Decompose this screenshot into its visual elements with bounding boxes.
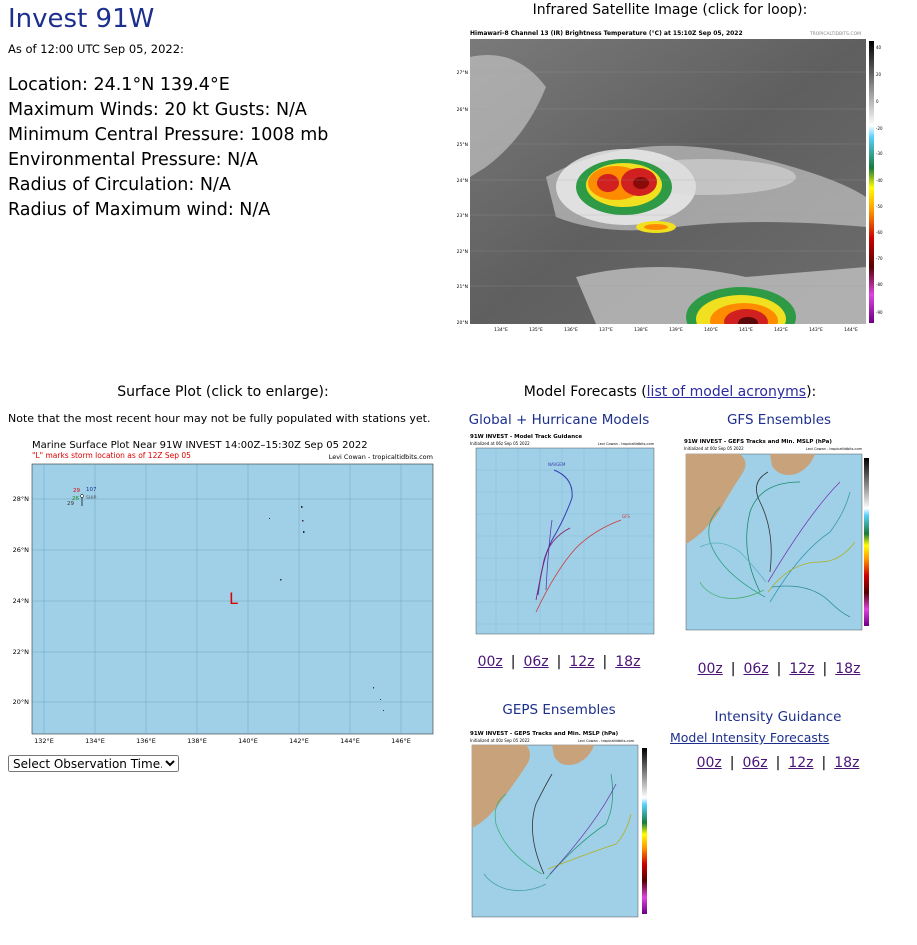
global-run-06z[interactable]: 06z	[523, 654, 549, 670]
global-image-sub: Initialized at 06z Sep 05 2022	[470, 441, 530, 446]
gfs-ensembles-image[interactable]	[680, 432, 882, 632]
global-models-label: Global + Hurricane Models	[468, 412, 650, 428]
sat-lon-label: 143°E	[809, 328, 823, 333]
as-of-timestamp: As of 12:00 UTC Sep 05, 2022:	[8, 42, 184, 56]
ir-scale-label: 40	[876, 45, 882, 50]
observation-time-select[interactable]	[8, 755, 179, 772]
ir-scale-label: -60	[876, 230, 883, 235]
station-code: SHIP	[86, 496, 97, 501]
station-visibility: 29	[67, 501, 74, 507]
model-heading-suffix: ):	[806, 384, 817, 400]
surface-lon-label: 142°E	[289, 737, 309, 745]
surface-note: Note that the most recent hour may not be fully populated with stations yet.	[8, 412, 431, 425]
ir-scale-label: -20	[876, 126, 883, 131]
intensity-run-18z[interactable]: 18z	[834, 755, 860, 771]
sat-lon-label: 144°E	[844, 328, 858, 333]
sat-lat-label: 22°N	[456, 250, 468, 255]
ir-scale-label: 20	[876, 72, 882, 77]
surface-lat-label: 22°N	[12, 648, 29, 656]
gfs-run-18z[interactable]: 18z	[835, 661, 861, 677]
surface-lat-label: 26°N	[12, 546, 29, 554]
stat-min-pressure: Minimum Central Pressure: 1008 mb	[8, 125, 329, 145]
intensity-guidance-label: Intensity Guidance	[714, 709, 842, 725]
satellite-caption: Infrared Satellite Image (click for loop):	[532, 2, 808, 18]
ir-scale-label: -80	[876, 282, 883, 287]
surface-lat-label: 28°N	[12, 495, 29, 503]
stat-max-winds: Maximum Winds: 20 kt Gusts: N/A	[8, 100, 307, 120]
satellite-credit: TROPICALTIDBITS.COM	[809, 32, 861, 37]
global-run-links: 00z | 06z | 12z | 18z	[477, 654, 641, 670]
geps-ensembles-image[interactable]	[466, 724, 662, 920]
satellite-image-title: Himawari-8 Channel 13 (IR) Brightness Temperature (°C) at 15:10Z Sep 05, 2022	[470, 30, 743, 37]
ir-colorbar	[869, 41, 874, 323]
gfs-run-links: 00z | 06z | 12z | 18z	[697, 661, 861, 677]
global-run-18z[interactable]: 18z	[615, 654, 641, 670]
ir-scale-label: -30	[876, 151, 883, 156]
sat-lat-label: 23°N	[456, 214, 468, 219]
gfs-run-06z[interactable]: 06z	[743, 661, 769, 677]
surface-lon-label: 144°E	[340, 737, 360, 745]
surface-lon-label: 132°E	[34, 737, 54, 745]
global-run-00z[interactable]: 00z	[477, 654, 503, 670]
sat-lat-label: 21°N	[456, 285, 468, 290]
ir-scale-label: 0	[876, 99, 879, 104]
surface-lon-label: 136°E	[136, 737, 156, 745]
geps-image-sub: Initialized at 00z Sep 05 2022	[470, 738, 530, 743]
ir-scale-label: -70	[876, 256, 883, 261]
sat-lon-label: 141°E	[739, 328, 753, 333]
intensity-run-12z[interactable]: 12z	[788, 755, 814, 771]
surface-lon-label: 138°E	[187, 737, 207, 745]
stat-location: Location: 24.1°N 139.4°E	[8, 75, 230, 95]
surface-plot-title: Marine Surface Plot Near 91W INVEST 14:00Z–15:30Z Sep 05 2022	[32, 440, 368, 451]
surface-plot-subtitle: "L" marks storm location as of 12Z Sep 05	[32, 451, 191, 460]
model-heading-prefix: Model Forecasts (	[523, 384, 647, 400]
satellite-image[interactable]	[456, 27, 884, 333]
sat-lat-label: 27°N	[456, 71, 468, 76]
global-run-12z[interactable]: 12z	[569, 654, 595, 670]
gfs-run-12z[interactable]: 12z	[789, 661, 815, 677]
surface-lon-label: 140°E	[238, 737, 258, 745]
geps-image-title: 91W INVEST - GEPS Tracks and Min. MSLP (hPa)	[470, 731, 619, 737]
global-image-credit: Levi Cowan - tropicaltidbits.com	[597, 442, 654, 446]
sat-lat-label: 25°N	[456, 143, 468, 148]
surface-lon-label: 146°E	[391, 737, 411, 745]
ir-scale-label: -50	[876, 204, 883, 209]
geps-ensembles-graphic	[466, 724, 662, 920]
storm-location-marker: L	[229, 589, 238, 608]
sat-lon-label: 139°E	[669, 328, 683, 333]
global-models-graphic	[466, 430, 658, 642]
stat-env-pressure: Environmental Pressure: N/A	[8, 150, 259, 170]
intensity-run-links: 00z | 06z | 12z | 18z	[696, 755, 860, 771]
station-pressure: 107	[86, 487, 97, 493]
global-image-title: 91W INVEST - Model Track Guidance	[470, 434, 583, 440]
gfs-image-sub: Initialized at 00z Sep 05 2022	[684, 446, 744, 451]
stat-radius-max-wind: Radius of Maximum wind: N/A	[8, 200, 271, 220]
track-label-gfs: GFS	[622, 514, 630, 519]
gfs-image-title: 91W INVEST - GEFS Tracks and Min. MSLP (hPa)	[684, 439, 832, 445]
model-acronyms-link[interactable]: list of model acronyms	[646, 384, 807, 400]
gfs-ensembles-label: GFS Ensembles	[726, 412, 832, 428]
surface-lat-label: 24°N	[12, 597, 29, 605]
surface-plot-image[interactable]	[8, 436, 438, 748]
sat-lat-label: 26°N	[456, 108, 468, 113]
surface-lat-label: 20°N	[12, 698, 29, 706]
sat-lon-label: 135°E	[529, 328, 543, 333]
global-models-image[interactable]	[466, 430, 658, 642]
sat-lat-label: 24°N	[456, 179, 468, 184]
station-dewpoint: 26	[72, 496, 79, 502]
geps-ensembles-label: GEPS Ensembles	[502, 702, 616, 718]
sat-lat-label: 20°N	[456, 321, 468, 326]
gfs-run-00z[interactable]: 00z	[697, 661, 723, 677]
stat-radius-circulation: Radius of Circulation: N/A	[8, 175, 231, 195]
sat-lon-label: 140°E	[704, 328, 718, 333]
station-temp: 29	[73, 488, 80, 494]
sat-lon-label: 134°E	[494, 328, 508, 333]
satellite-image-graphic	[456, 27, 884, 333]
sat-lon-label: 136°E	[564, 328, 578, 333]
model-forecasts-heading	[456, 384, 884, 400]
storm-stats	[8, 73, 328, 223]
sat-lon-label: 137°E	[599, 328, 613, 333]
intensity-run-00z[interactable]: 00z	[696, 755, 722, 771]
storm-title: Invest 91W	[8, 4, 155, 34]
geps-image-credit: Levi Cowan - tropicaltidbits.com	[577, 739, 634, 743]
intensity-run-06z[interactable]: 06z	[742, 755, 768, 771]
gfs-image-credit: Levi Cowan - tropicaltidbits.com	[805, 447, 862, 451]
ir-scale-label: -40	[876, 178, 883, 183]
sat-lon-label: 142°E	[774, 328, 788, 333]
ir-scale-label: -90	[876, 310, 883, 315]
surface-lon-label: 134°E	[85, 737, 105, 745]
model-intensity-forecasts-link[interactable]: Model Intensity Forecasts	[670, 730, 830, 745]
gfs-ensembles-graphic	[680, 432, 882, 632]
surface-plot-credit: Levi Cowan - tropicaltidbits.com	[328, 453, 433, 461]
surface-caption: Surface Plot (click to enlarge):	[117, 384, 329, 400]
track-label-navgem: NAVGEM	[548, 462, 566, 467]
sat-lon-label: 138°E	[634, 328, 648, 333]
surface-plot-graphic	[8, 436, 438, 748]
